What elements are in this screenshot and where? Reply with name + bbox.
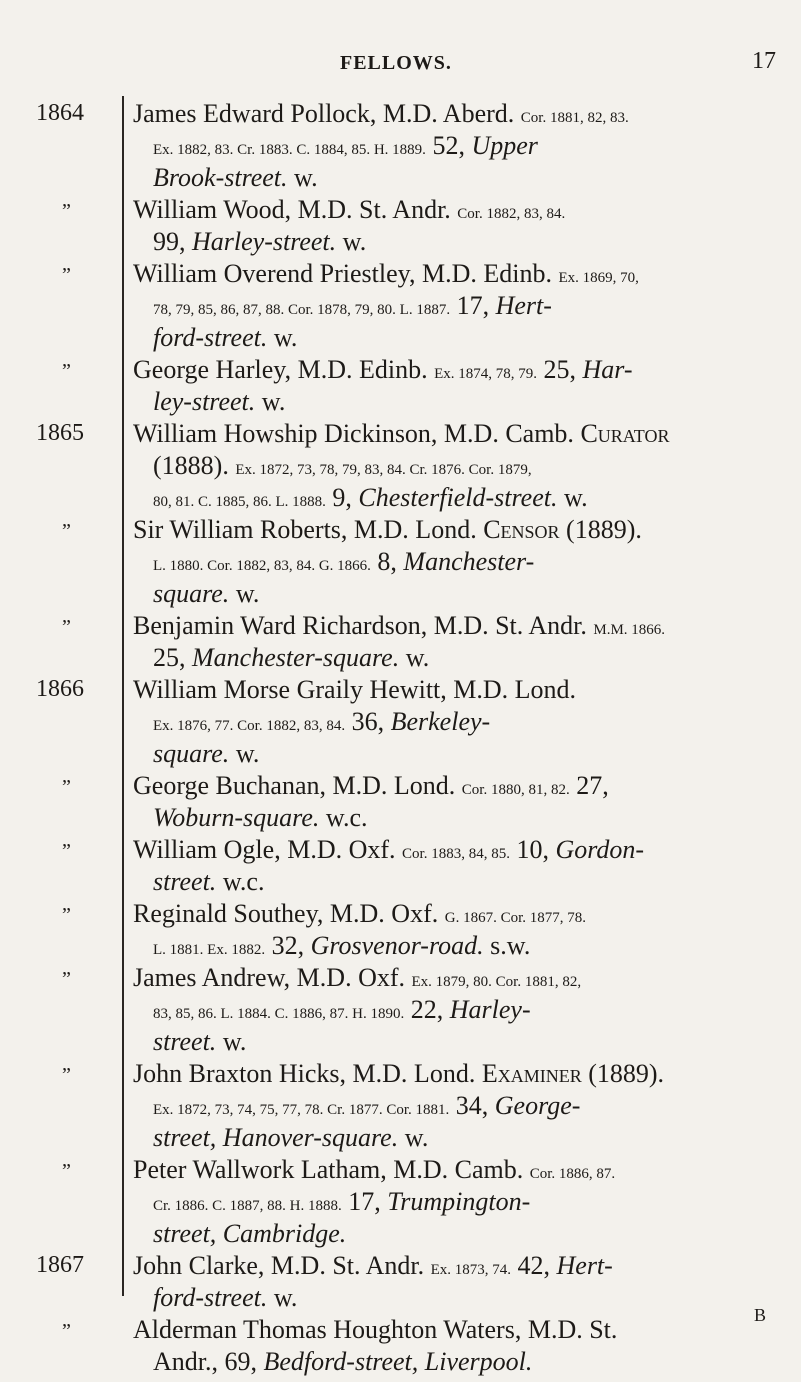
text-run: square. (153, 579, 230, 608)
text-run: Cor. 1882, 83, 84. (457, 206, 566, 222)
text-run: John Braxton Hicks, M.D. Lond. (133, 1059, 482, 1088)
fellow-entry (0, 1250, 801, 1314)
entry-line (133, 98, 785, 130)
entry-line (133, 834, 785, 866)
text-run: Woburn-square. (153, 803, 320, 832)
text-run: Ex. 1882, 83. Cr. 1883. C. 1884, 85. H. 1889. (153, 142, 426, 158)
entry-line (133, 994, 785, 1026)
text-run: Ex. 1873, 74. (430, 1262, 511, 1278)
entry-line (133, 1122, 785, 1154)
text-run: 99, (153, 227, 192, 256)
text-run: w. (267, 1283, 298, 1312)
text-run: William Wood, M.D. St. Andr. (133, 195, 458, 224)
text-run: 52, (425, 131, 472, 160)
election-year: 1866 (36, 676, 84, 702)
entry-text (133, 1154, 785, 1250)
entry-line (133, 162, 785, 194)
signature-mark: B (754, 1305, 767, 1325)
entry-line (133, 1058, 785, 1090)
text-run: William Ogle, M.D. Oxf. (133, 835, 403, 864)
election-year: ” (62, 200, 71, 222)
text-run: w.c. (216, 867, 265, 896)
text-run: Ex. 1876, 77. Cor. 1882, 83, 84. (153, 718, 346, 734)
text-run: 25, (153, 643, 192, 672)
entry-line (133, 226, 785, 258)
text-run: w. (557, 483, 588, 512)
text-run: w. (399, 643, 430, 672)
text-run: 80, 81. C. 1885, 86. L. 1888. (153, 494, 326, 510)
entry-line (133, 450, 785, 482)
text-run: Cr. 1886. C. 1887, 88. H. 1888. (153, 1198, 342, 1214)
text-run: Examiner (481, 1059, 582, 1088)
election-year: ” (62, 360, 71, 382)
text-run: L. 1880. Cor. 1882, 83, 84. G. 1866. (153, 558, 371, 574)
text-run: Hert- (556, 1251, 613, 1280)
text-run: w. (287, 163, 318, 192)
entry-line (133, 1154, 785, 1186)
text-run: M.M. 1866. (593, 622, 666, 638)
text-run: William Morse Graily Hewitt, M.D. Lond. (133, 675, 577, 704)
text-run: William Howship Dickinson, M.D. Camb. (133, 419, 581, 448)
election-year: ” (62, 264, 71, 286)
text-run: Ex. 1872, 73, 78, 79, 83, 84. Cr. 1876. Cor. 1879, (235, 462, 532, 478)
text-run: John Clarke, M.D. St. Andr. (133, 1251, 431, 1280)
text-run: (1889). (581, 1059, 665, 1088)
entry-line (133, 1186, 785, 1218)
entry-line (133, 386, 785, 418)
election-year: 1865 (36, 420, 84, 446)
text-run: w. (398, 1123, 429, 1152)
entry-line (133, 322, 785, 354)
fellow-entry (0, 354, 801, 418)
text-run: ford-street. (153, 1283, 268, 1312)
entry-text (133, 898, 785, 962)
entry-line (133, 706, 785, 738)
text-run: street. (153, 867, 217, 896)
text-run: 8, (370, 547, 404, 576)
entry-text (133, 1314, 785, 1378)
text-run: G. 1867. Cor. 1877, 78. (444, 910, 586, 926)
entry-text (133, 98, 785, 194)
text-run: Manchester-square. (192, 643, 400, 672)
fellow-entry (0, 1314, 801, 1378)
entry-line (133, 802, 785, 834)
entry-text (133, 962, 785, 1058)
text-run: Trumpington- (387, 1187, 531, 1216)
text-run: George Harley, M.D. Edinb. (133, 355, 435, 384)
entry-text (133, 1250, 785, 1314)
entry-line (133, 1218, 785, 1250)
election-year: ” (62, 1064, 71, 1086)
text-run: Brook-street. (153, 163, 288, 192)
election-year: ” (62, 776, 71, 798)
entry-line (133, 194, 785, 226)
text-run: Cor. 1886, 87. (529, 1166, 616, 1182)
text-run: w. (229, 579, 260, 608)
text-run: 9, (325, 483, 359, 512)
text-run: Alderman Thomas Houghton Waters, M.D. St. (133, 1315, 618, 1344)
text-run: Ex. 1869, 70, (558, 270, 639, 286)
entry-line (133, 962, 785, 994)
entry-text (133, 514, 785, 610)
text-run: Harley- (449, 995, 531, 1024)
text-run: Cor. 1881, 82, 83. (520, 110, 629, 126)
fellow-entry (0, 258, 801, 354)
fellow-entry (0, 610, 801, 674)
text-run: 42, (511, 1251, 557, 1280)
entry-line (133, 290, 785, 322)
text-run: ley-street. (153, 387, 256, 416)
text-run: 17, (450, 291, 496, 320)
running-title: FELLOWS. (340, 52, 452, 74)
entry-line (133, 546, 785, 578)
entry-line (133, 866, 785, 898)
entry-line (133, 930, 785, 962)
text-run: w. (255, 387, 286, 416)
entry-line (133, 130, 785, 162)
text-run: James Andrew, M.D. Oxf. (133, 963, 412, 992)
entry-line (133, 610, 785, 642)
text-run: street. (153, 1027, 217, 1056)
election-year: ” (62, 968, 71, 990)
entry-line (133, 258, 785, 290)
text-run: 78, 79, 85, 86, 87, 88. Cor. 1878, 79, 80. L. 1887. (153, 302, 451, 318)
entry-line (133, 354, 785, 386)
entry-text (133, 418, 785, 514)
entry-text (133, 674, 785, 770)
entry-line (133, 898, 785, 930)
text-run: 34, (449, 1091, 495, 1120)
text-run: 83, 85, 86. L. 1884. C. 1886, 87. H. 1890. (153, 1006, 405, 1022)
text-run: Upper (471, 131, 538, 160)
fellow-entry (0, 1154, 801, 1250)
text-run: Har- (582, 355, 633, 384)
entry-line (133, 642, 785, 674)
fellow-entry (0, 962, 801, 1058)
text-run: 27, (569, 771, 609, 800)
entry-text (133, 1058, 785, 1154)
text-run: street, Hanover-square. (153, 1123, 399, 1152)
entry-line (133, 1314, 785, 1346)
fellow-entry (0, 98, 801, 194)
text-run: ford-street. (153, 323, 268, 352)
text-run: Hert- (495, 291, 552, 320)
fellow-entry (0, 1058, 801, 1154)
text-run: street, Cambridge. (153, 1219, 347, 1248)
text-run: Cor. 1880, 81, 82. (461, 782, 570, 798)
text-run: w. (216, 1027, 247, 1056)
election-year: ” (62, 1160, 71, 1182)
text-run: Harley-street. (192, 227, 337, 256)
text-run: 32, (265, 931, 311, 960)
entry-text (133, 258, 785, 354)
entry-line (133, 1026, 785, 1058)
page-number: 17 (752, 48, 776, 74)
text-run: s.w. (483, 931, 531, 960)
text-run: Cor. 1883, 84, 85. (402, 846, 510, 862)
text-run: Chesterfield-street. (358, 483, 558, 512)
entry-line (133, 738, 785, 770)
entry-line (133, 578, 785, 610)
entry-text (133, 194, 785, 258)
text-run: (1888). (153, 451, 236, 480)
entry-line (133, 674, 785, 706)
text-run: 25, (537, 355, 583, 384)
text-run: Gordon- (555, 835, 645, 864)
election-year: ” (62, 520, 71, 542)
text-run: Censor (483, 515, 560, 544)
entry-text (133, 834, 785, 898)
entry-line (133, 482, 785, 514)
text-run: George Buchanan, M.D. Lond. (133, 771, 462, 800)
fellow-entry (0, 770, 801, 834)
text-run: Peter Wallwork Latham, M.D. Camb. (133, 1155, 530, 1184)
fellow-entry (0, 418, 801, 514)
text-run: 17, (341, 1187, 388, 1216)
entry-text (133, 354, 785, 418)
text-run: Benjamin Ward Richardson, M.D. St. Andr. (133, 611, 594, 640)
text-run: (1889). (559, 515, 642, 544)
text-run: Ex. 1879, 80. Cor. 1881, 82, (411, 974, 582, 990)
text-run: Bedford-street, Liverpool. (263, 1347, 533, 1376)
text-run: James Edward Pollock, M.D. Aberd. (133, 99, 521, 128)
entry-line (133, 1250, 785, 1282)
fellow-entry (0, 898, 801, 962)
fellow-entry (0, 834, 801, 898)
entry-line (133, 1090, 785, 1122)
text-run: George- (494, 1091, 581, 1120)
text-run: Reginald Southey, M.D. Oxf. (133, 899, 445, 928)
entry-text (133, 610, 785, 674)
text-run: 22, (404, 995, 450, 1024)
text-run: Berkeley- (390, 707, 491, 736)
text-run: w. (336, 227, 367, 256)
text-run: Ex. 1874, 78, 79. (434, 366, 538, 382)
entry-line (133, 1282, 785, 1314)
text-run: Sir William Roberts, M.D. Lond. (133, 515, 484, 544)
entry-line (133, 1346, 785, 1378)
fellow-entry (0, 514, 801, 610)
fellows-list (0, 98, 801, 1378)
election-year: ” (62, 840, 71, 862)
text-run: 36, (345, 707, 391, 736)
election-year: ” (62, 904, 71, 926)
text-run: Andr., 69, (153, 1347, 264, 1376)
text-run: Manchester- (403, 547, 535, 576)
entry-text (133, 770, 785, 834)
text-run: L. 1881. Ex. 1882. (153, 942, 266, 958)
fellow-entry (0, 194, 801, 258)
text-run: Curator (580, 419, 670, 448)
election-year: 1864 (36, 100, 84, 126)
election-year: ” (62, 1320, 71, 1342)
entry-line (133, 770, 785, 802)
text-run: Grosvenor-road. (310, 931, 484, 960)
text-run: Ex. 1872, 73, 74, 75, 77, 78. Cr. 1877. Cor. 1881. (153, 1102, 450, 1118)
entry-line (133, 514, 785, 546)
text-run: w. (267, 323, 298, 352)
entry-line (133, 418, 785, 450)
election-year: 1867 (36, 1252, 84, 1278)
text-run: w.c. (319, 803, 368, 832)
election-year: ” (62, 616, 71, 638)
text-run: William Overend Priestley, M.D. Edinb. (133, 259, 559, 288)
text-run: w. (229, 739, 260, 768)
fellow-entry (0, 674, 801, 770)
text-run: 10, (509, 835, 556, 864)
text-run: square. (153, 739, 230, 768)
